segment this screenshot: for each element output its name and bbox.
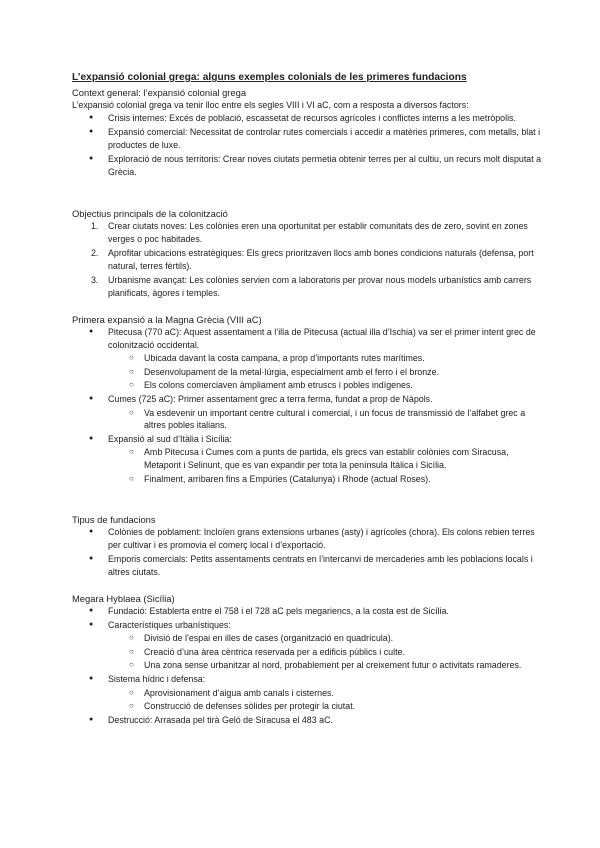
magna-grecia-list — [72, 326, 542, 485]
list-item: ● Emporis comercials: Petits assentaments centrats en l’intercanvi de mercaderies amb les poblacions locals i altres ciutats. — [72, 553, 542, 578]
list-item: ○ Construcció de defenses sòlides per protegir la ciutat. — [108, 700, 542, 713]
megara-heading: Megara Hyblaea (Sicília) — [72, 593, 175, 604]
context-section — [72, 86, 542, 179]
list-item: ● Fundació: Establerta entre el 758 i el 728 aC pels megariencs, a la costa est de Sicília. — [72, 605, 542, 618]
list-item: ○ Amb Pitecusa i Cumes com a punts de partida, els grecs van establir colònies com Siracusa, Metapont i Selinunt, que es van expandir per tota la península Itàlica i Sicília. — [108, 446, 542, 471]
list-item: ● Pitecusa (770 aC): Aquest assentament a l’illa de Pitecusa (actual illa d’Ischia) va ser el primer intent grec de colonització occidental. ○ Ubicada davant la costa campana, a prop d’importants rutes marítimes. ○ Desenvolupament de la metal·lúrgia, especialment amb el ferro i el bronze. ○ Els colons comerciaven àmpliament amb etruscs i pobles indígenes. — [72, 326, 542, 392]
list-item: ○ Una zona sense urbanitzar al nord, probablement per al creixement futur o activitats ramaderes. — [108, 659, 542, 672]
list-item: ● Expansió comercial: Necessitat de controlar rutes comercials i accedir a matèries primeres, com metalls, blat i productes de luxe. — [72, 126, 542, 151]
sub-list — [108, 352, 542, 392]
list-item: 2. Aprofitar ubicacions estratègiques: Els grecs prioritzaven llocs amb bones condicions naturals (defensa, port natural, terres fèrtils). — [91, 248, 534, 271]
list-item: ○ Va esdevenir un important centre cultural i comercial, i un focus de transmissió de l’alfabet grec a altres pobles italians. — [108, 407, 542, 432]
list-item: ○ Divisió de l’espai en illes de cases (organització en quadrícula). — [108, 632, 542, 645]
list-item: ● Cumes (725 aC): Primer assentament grec a terra ferma, fundat a prop de Nàpols. ○ Va esdevenir un important centre cultural i comercial, i un focus de transmissió de l’alfabet grec a altres pobles italians. — [72, 393, 542, 432]
sub-list — [108, 632, 542, 672]
list-item: ● Característiques urbanístiques: ○ Divisió de l’espai en illes de cases (organització en quadrícula). ○ Creació d’una àrea cèntrica reservada per a edificis públics i culte. ○ Una zona sense urbanitzar al nord, probablement per al creixement futur o activitats ramaderes. — [72, 619, 542, 672]
types-section — [72, 513, 542, 578]
list-item: 1. Crear ciutats noves: Les colònies eren una oportunitat per establir comunitats des de zero, sovint en zones verges o poc habitades. — [91, 221, 528, 244]
sub-list — [108, 446, 542, 485]
list-item: 3. Urbanisme avançat: Les colònies servien com a laboratoris per provar nous models urbanístics amb carrers planificats, àgores i temples. — [91, 275, 532, 298]
list-item: ○ Els colons comerciaven àmpliament amb etruscs i pobles indígenes. — [108, 379, 542, 392]
types-list — [72, 526, 542, 578]
document-title: L’expansió colonial grega: alguns exemples colonials de les primeres fundacions — [72, 72, 467, 83]
objectives-section — [72, 207, 542, 300]
objectives-list — [72, 220, 542, 300]
magna-grecia-section — [72, 313, 542, 485]
types-heading: Tipus de fundacions — [72, 514, 156, 525]
megara-section — [72, 592, 542, 726]
objectives-heading: Objectius principals de la colonització — [72, 208, 228, 219]
list-item: ○ Desenvolupament de la metal·lúrgia, especialment amb el ferro i el bronze. — [108, 366, 542, 379]
list-item: ○ Creació d’una àrea cèntrica reservada per a edificis públics i culte. — [108, 646, 542, 659]
list-item: ● Exploració de nous territoris: Crear noves ciutats permetia obtenir terres per al cultiu, un recurs molt disputat a Grècia. — [72, 153, 542, 178]
list-item: ● Expansió al sud d’Itàlia i Sicília: ○ Amb Pitecusa i Cumes com a punts de partida, els grecs van establir colònies com Siracusa, Metapont i Selinunt, que es van expandir per tota la península Itàlica i Sicília. ○ Finalment, arribaren fins a Empúries (Catalunya) i Rhode (actual Roses). — [72, 433, 542, 485]
list-item: ● Sistema hídric i defensa: ○ Aprovisionament d’aigua amb canals i cisternes. ○ Construcció de defenses sòlides per protegir la ciutat. — [72, 673, 542, 713]
list-item: ○ Ubicada davant la costa campana, a prop d’importants rutes marítimes. — [108, 352, 542, 365]
list-item: ○ Finalment, arribaren fins a Empúries (Catalunya) i Rhode (actual Roses). — [108, 473, 542, 486]
sub-list — [108, 687, 542, 713]
megara-list — [72, 605, 542, 726]
context-heading: Context general: l’expansió colonial grega — [72, 87, 247, 98]
context-list — [72, 112, 542, 179]
sub-list — [108, 407, 542, 432]
list-item: ○ Aprovisionament d’aigua amb canals i cisternes. — [108, 687, 542, 700]
context-intro: L’expansió colonial grega va tenir lloc entre els segles VIII i VI aC, com a resposta a diversos factors: — [72, 100, 469, 110]
list-item: ● Crisis internes: Excés de població, escassetat de recursos agrícoles i conflictes interns a les metròpolis. — [72, 112, 542, 125]
magna-grecia-heading: Primera expansió a la Magna Grècia (VIII aC) — [72, 314, 262, 325]
list-item: ● Colònies de poblament: Incloïen grans extensions urbanes (asty) i agrícoles (chora). Els colons rebien terres per cultivar i es promovia el comerç local i d’exportació. — [72, 526, 542, 551]
list-item: ● Destrucció: Arrasada pel tirà Geló de Siracusa el 483 aC. — [72, 714, 542, 727]
